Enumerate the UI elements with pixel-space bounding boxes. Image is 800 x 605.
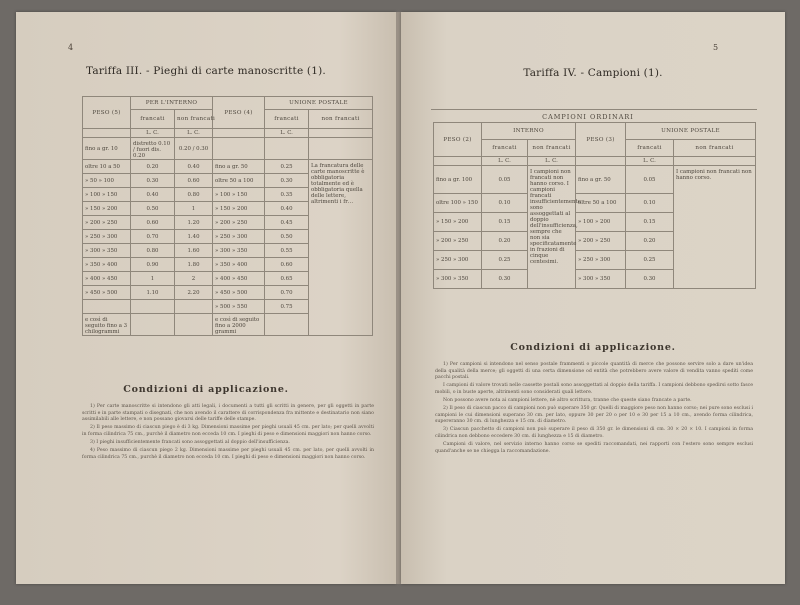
table-cell: 0.40: [131, 188, 175, 202]
table-cell: » 400 » 450: [83, 272, 131, 286]
left-page-title: Tariffa III. - Pieghi di carte manoscritte (1).: [86, 65, 326, 77]
table-cell: » 250 » 300: [83, 230, 131, 244]
table-cell: oltre 50 a 100: [213, 174, 265, 188]
left-page-number: 4: [68, 43, 74, 52]
table-cell: 1.10: [131, 286, 175, 300]
table-cell: 0.50: [131, 202, 175, 216]
left-tariff-table: [82, 96, 373, 336]
col-peso-header: PESO (5): [83, 97, 131, 129]
table-cell: oltre 10 a 50: [83, 160, 131, 174]
table-cell: [175, 314, 213, 336]
table-cell: » 300 » 350: [434, 270, 482, 289]
table-cell: [213, 138, 265, 160]
table-cell: [265, 314, 309, 336]
currency-label: L. C.: [265, 129, 309, 138]
table-cell: 0.10: [626, 194, 674, 213]
col-peso-header: PESO (4): [213, 97, 265, 129]
table-cell: 1.40: [175, 230, 213, 244]
condition-paragraph: 1) Per campioni si intendono nel senso postale frammenti o piccole quantità di merce che possono servire solo a dare un'idea della qualità della merce; gli oggetti di una certa dimensione od entità che potrebbero avere valore di vendita vanno spediti come pacchi postali.: [435, 362, 753, 381]
table-cell: 0.40: [175, 160, 213, 174]
table-cell: » 350 » 400: [83, 258, 131, 272]
table-cell: 1.80: [175, 258, 213, 272]
currency-label: L. C.: [175, 129, 213, 138]
table-cell: » 400 » 450: [213, 272, 265, 286]
table-cell: 1: [131, 272, 175, 286]
table-cell: [83, 300, 131, 314]
table-cell: [309, 138, 373, 160]
table-cell: fino a gr. 50: [576, 166, 626, 194]
table-cell: 0.30: [265, 174, 309, 188]
table-cell: » 450 » 500: [213, 286, 265, 300]
empty-cell: [434, 157, 482, 166]
left-page: [16, 12, 396, 584]
table-cell: e così di seguito fino a 2000 grammi: [213, 314, 265, 336]
table-cell: fino a gr. 100: [434, 166, 482, 194]
table-note-cell: I campioni non francati non hanno corso. I campioni francati insufficientemente sono assoggettati al doppio dell'insufficienza, sempre che non sia specificatamente in frazioni di cinque centesimi.: [528, 166, 576, 289]
table-cell: » 250 » 300: [576, 251, 626, 270]
col-francati: francati: [131, 110, 175, 129]
table-cell: 0.50: [265, 230, 309, 244]
table-cell: 0.70: [131, 230, 175, 244]
table-cell: » 350 » 400: [213, 258, 265, 272]
table-cell: oltre 100 » 150: [434, 194, 482, 213]
empty-cell: [309, 129, 373, 138]
table-cell: [131, 300, 175, 314]
condition-paragraph: 2) Il peso di ciascun pacco di campioni non può superare 350 gr. Quelli di maggiore peso non hanno corso; nei pure sono esclusi i campioni le cui dimensioni superano 30 cm. per lato, oppure 30 per 20 o per 10 e 30 per 15 a 10 cm., avendo forma cilindrica, supereranno 30 cm. di lunghezza e 15 cm. di diametro.: [435, 406, 753, 425]
table-cell: » 450 » 500: [83, 286, 131, 300]
currency-label: L. C.: [626, 157, 674, 166]
table-cell: 0.05: [626, 166, 674, 194]
col-peso-header: PESO (3): [576, 123, 626, 157]
table-row: [83, 160, 373, 174]
banner-rule: [431, 109, 757, 110]
left-conditions-title: Condizioni di applicazione.: [123, 384, 289, 395]
table-cell: [175, 300, 213, 314]
table-cell: 0.25: [482, 251, 528, 270]
table-cell: 0.70: [265, 286, 309, 300]
col-peso-header: PESO (2): [434, 123, 482, 157]
table-cell: » 250 » 300: [434, 251, 482, 270]
table-cell: 0.30: [482, 270, 528, 289]
table-cell: 0.25: [265, 160, 309, 174]
condition-paragraph: 4) Peso massimo di ciascun piego 2 kg. Dimensioni massime per pieghi usuali 45 cm. per lato, per quelli avvolti in forma cilindrica 75 cm., purchè il diametro non ecceda 10 cm. I pieghi di peso e dimensioni maggiori non hanno corso.: [82, 448, 374, 460]
table-cell: [131, 314, 175, 336]
table-cell: » 150 » 200: [83, 202, 131, 216]
condition-paragraph: Campioni di valore, nel servizio interno hanno corso se spediti raccomandati, nei rapporti con l'estero sono sempre esclusi quand'anche se ne chiegga la raccomandazione.: [435, 442, 753, 454]
empty-cell: [576, 157, 626, 166]
table-cell: 0.55: [265, 244, 309, 258]
table-cell: 0.20 / 0.30: [175, 138, 213, 160]
condition-paragraph: 2) Il peso massimo di ciascun piego è di 3 kg. Dimensioni massime per pieghi usuali 45 cm. per lato; per quelli avvolti in forma cilindrica 75 cm., purchè il diametro non ecceda 10 cm. I pieghi di peso e dimensioni maggiori non hanno corso.: [82, 425, 374, 437]
right-tariff-table: [433, 122, 756, 289]
table-cell: distretto 0.10 / fuori dis. 0.20: [131, 138, 175, 160]
condition-paragraph: 1) Per carte manoscritte si intendono gli atti legali, i documenti a tutti gli scritti in genere, per gli oggetti in parte scritti e in parte stampati o disegnati, che non avendo il carattere di corrispondenza fra mittente e destinatario non siano assimilabili alle lettere, e non possano giovarsi delle tariffe delle stampe.: [82, 404, 374, 423]
table-cell: 0.90: [131, 258, 175, 272]
table-note-cell: La francatura delle carte manoscritte è obbligatoria totalmente ed è obbligatoria quella delle lettere, altrimenti i fr…: [309, 160, 373, 336]
right-table-body: [434, 166, 756, 289]
table-cell: e così di seguito fino a 3 chilogrammi: [83, 314, 131, 336]
table-cell: » 100 » 200: [576, 213, 626, 232]
col-non-francati: non francati: [309, 110, 373, 129]
condition-paragraph: I campioni di valore trovati nelle cassette postali sono assoggettati al doppio della tariffa. I campioni debbono spedirsi sotto fasce mobili, o in buste aperte, altrimenti sono considerati quali lettere.: [435, 383, 753, 395]
table-note-cell: I campioni non francati non hanno corso.: [674, 166, 756, 289]
table-cell: » 250 » 300: [213, 230, 265, 244]
currency-label: L. C.: [528, 157, 576, 166]
table-cell: » 200 » 250: [83, 216, 131, 230]
right-page: [401, 12, 785, 584]
table-cell: 0.80: [175, 188, 213, 202]
table-cell: 0.60: [265, 258, 309, 272]
condition-paragraph: 3) Ciascun pacchetto di campioni non può superare il peso di 350 gr. le dimensioni di cm. 30 × 20 × 10. I campioni in forma cilindrica non debbono eccedere 30 cm. di lunghezza e 15 di diametro.: [435, 427, 753, 439]
table-cell: » 200 » 250: [576, 232, 626, 251]
table-cell: 0.05: [482, 166, 528, 194]
empty-cell: [674, 157, 756, 166]
table-cell: 1.20: [175, 216, 213, 230]
col-non-francati: non francati: [175, 110, 213, 129]
table-cell: » 150 » 200: [213, 202, 265, 216]
table-cell: » 300 » 350: [213, 244, 265, 258]
table-cell: 0.45: [265, 216, 309, 230]
table-cell: 0.35: [265, 188, 309, 202]
right-page-number: 5: [713, 43, 719, 52]
table-cell: 0.65: [265, 272, 309, 286]
left-table-body: [83, 138, 373, 336]
campioni-ordinari-banner: CAMPIONI ORDINARI: [542, 113, 634, 121]
table-cell: 2: [175, 272, 213, 286]
col-interno-header: INTERNO: [482, 123, 576, 140]
empty-cell: [213, 129, 265, 138]
table-cell: 0.15: [626, 213, 674, 232]
table-cell: » 200 » 250: [434, 232, 482, 251]
table-cell: 0.60: [175, 174, 213, 188]
table-cell: » 150 » 200: [434, 213, 482, 232]
table-cell: fino a gr. 10: [83, 138, 131, 160]
table-row: [83, 138, 373, 160]
table-cell: 0.20: [626, 232, 674, 251]
table-cell: » 100 » 150: [213, 188, 265, 202]
table-cell: » 50 » 100: [83, 174, 131, 188]
col-non-francati: non francati: [674, 140, 756, 157]
table-cell: 0.75: [265, 300, 309, 314]
table-cell: 0.80: [131, 244, 175, 258]
table-cell: » 500 » 550: [213, 300, 265, 314]
col-francati: francati: [626, 140, 674, 157]
empty-cell: [83, 129, 131, 138]
table-cell: 0.20: [482, 232, 528, 251]
table-cell: » 300 » 350: [83, 244, 131, 258]
table-cell: 1: [175, 202, 213, 216]
col-francati: francati: [265, 110, 309, 129]
table-cell: 0.60: [131, 216, 175, 230]
right-conditions-text: [435, 362, 753, 457]
table-cell: 0.15: [482, 213, 528, 232]
right-page-title: Tariffa IV. - Campioni (1).: [523, 67, 663, 79]
condition-paragraph: 3) I pieghi insufficientemente francati sono assoggettati al doppio dell'insufficienza.: [90, 439, 290, 445]
table-cell: oltre 50 a 100: [576, 194, 626, 213]
left-conditions-text: [82, 404, 374, 463]
col-unione-header: UNIONE POSTALE: [265, 97, 373, 110]
col-interno-header: PER L'INTERNO: [131, 97, 213, 110]
table-cell: » 300 » 350: [576, 270, 626, 289]
table-cell: 0.20: [131, 160, 175, 174]
currency-label: L. C.: [131, 129, 175, 138]
col-francati: francati: [482, 140, 528, 157]
table-cell: » 200 » 250: [213, 216, 265, 230]
table-cell: 0.30: [626, 270, 674, 289]
right-conditions-title: Condizioni di applicazione.: [510, 342, 676, 353]
currency-label: L. C.: [482, 157, 528, 166]
table-cell: 1.60: [175, 244, 213, 258]
table-cell: [265, 138, 309, 160]
col-non-francati: non francati: [528, 140, 576, 157]
table-cell: 0.40: [265, 202, 309, 216]
table-cell: fino a gr. 50: [213, 160, 265, 174]
table-cell: 0.30: [131, 174, 175, 188]
condition-paragraph: Non possono avere nota ai campioni lettere, nè altro scrittura, tranne che queste siano francate a parte.: [443, 397, 692, 403]
table-cell: 0.25: [626, 251, 674, 270]
table-cell: 0.10: [482, 194, 528, 213]
table-row: [434, 166, 756, 194]
col-unione-header: UNIONE POSTALE: [626, 123, 756, 140]
table-cell: » 100 » 150: [83, 188, 131, 202]
table-cell: 2.20: [175, 286, 213, 300]
